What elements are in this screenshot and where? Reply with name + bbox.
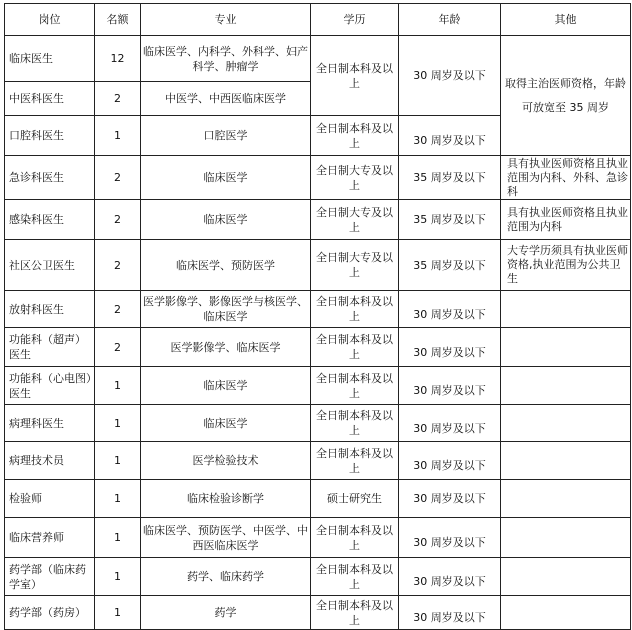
header-age: 年龄 [399, 4, 501, 36]
cell-position: 社区公卫医生 [5, 240, 95, 291]
cell-age: 35 周岁及以下 [399, 156, 501, 200]
cell-education: 硕士研究生 [311, 480, 399, 518]
header-row [5, 4, 631, 36]
cell-position: 急诊科医生 [5, 156, 95, 200]
table-row [5, 442, 631, 480]
cell-age: 35 周岁及以下 [399, 240, 501, 291]
cell-education: 全日制本科及以上 [311, 405, 399, 442]
cell-count: 2 [95, 200, 141, 240]
cell-position: 放射科医生 [5, 291, 95, 328]
table-row [5, 405, 631, 442]
cell-other [501, 367, 631, 405]
table-row [5, 36, 631, 82]
cell-age: 30 周岁及以下 [399, 558, 501, 596]
cell-position: 临床医生 [5, 36, 95, 82]
cell-count: 1 [95, 367, 141, 405]
cell-major: 药学、临床药学 [141, 558, 311, 596]
cell-major: 临床医学、内科学、外科学、妇产科学、肿瘤学 [141, 36, 311, 82]
table-row [5, 558, 631, 596]
cell-education: 全日制本科及以上 [311, 328, 399, 367]
cell-other [501, 291, 631, 328]
cell-count: 2 [95, 291, 141, 328]
cell-other-merged: 取得主治医师资格，年龄可放宽至 35 周岁 [501, 36, 631, 156]
cell-major: 临床医学 [141, 405, 311, 442]
cell-age: 30 周岁及以下 [399, 328, 501, 367]
cell-position: 功能科（心电图）医生 [5, 367, 95, 405]
table-row [5, 156, 631, 200]
cell-count: 12 [95, 36, 141, 82]
cell-position: 功能科（超声）医生 [5, 328, 95, 367]
cell-count: 1 [95, 596, 141, 630]
cell-count: 1 [95, 116, 141, 156]
cell-age: 30 周岁及以下 [399, 116, 501, 156]
table-row [5, 328, 631, 367]
cell-major: 临床医学、预防医学 [141, 240, 311, 291]
cell-position: 中医科医生 [5, 82, 95, 116]
cell-count: 1 [95, 480, 141, 518]
cell-age: 30 周岁及以下 [399, 36, 501, 116]
cell-major: 医学影像学、影像医学与核医学、临床医学 [141, 291, 311, 328]
cell-position: 检验师 [5, 480, 95, 518]
cell-other: 具有执业医师资格且执业范围为内科、外科、急诊科 [501, 156, 631, 200]
cell-age: 30 周岁及以下 [399, 442, 501, 480]
cell-education: 全日制本科及以上 [311, 442, 399, 480]
cell-education: 全日制大专及以上 [311, 240, 399, 291]
cell-position: 药学部（药房） [5, 596, 95, 630]
cell-age: 30 周岁及以下 [399, 518, 501, 558]
header-count: 名额 [95, 4, 141, 36]
cell-count: 2 [95, 82, 141, 116]
cell-major: 临床检验诊断学 [141, 480, 311, 518]
table-row [5, 291, 631, 328]
cell-count: 1 [95, 558, 141, 596]
cell-education: 全日制本科及以上 [311, 518, 399, 558]
cell-age: 30 周岁及以下 [399, 596, 501, 630]
cell-age: 30 周岁及以下 [399, 480, 501, 518]
cell-age: 30 周岁及以下 [399, 291, 501, 328]
cell-position: 病理技术员 [5, 442, 95, 480]
cell-count: 2 [95, 240, 141, 291]
cell-major: 医学影像学、临床医学 [141, 328, 311, 367]
cell-major: 临床医学 [141, 156, 311, 200]
cell-count: 2 [95, 156, 141, 200]
table-row [5, 240, 631, 291]
cell-other: 大专学历须具有执业医师资格,执业范围为公共卫生 [501, 240, 631, 291]
cell-education: 全日制大专及以上 [311, 200, 399, 240]
header-education: 学历 [311, 4, 399, 36]
cell-other: 具有执业医师资格且执业范围为内科 [501, 200, 631, 240]
cell-major: 药学 [141, 596, 311, 630]
cell-age: 35 周岁及以下 [399, 200, 501, 240]
cell-other [501, 480, 631, 518]
cell-education: 全日制本科及以上 [311, 291, 399, 328]
table-row [5, 480, 631, 518]
table-row [5, 518, 631, 558]
cell-major: 临床医学 [141, 200, 311, 240]
cell-age: 30 周岁及以下 [399, 405, 501, 442]
cell-other [501, 328, 631, 367]
cell-other [501, 518, 631, 558]
cell-position: 口腔科医生 [5, 116, 95, 156]
cell-position: 感染科医生 [5, 200, 95, 240]
cell-count: 1 [95, 405, 141, 442]
table-row [5, 596, 631, 630]
cell-major: 临床医学、预防医学、中医学、中西医临床医学 [141, 518, 311, 558]
header-major: 专业 [141, 4, 311, 36]
cell-education: 全日制本科及以上 [311, 36, 399, 116]
cell-other [501, 442, 631, 480]
header-other: 其他 [501, 4, 631, 36]
cell-position: 药学部（临床药学室） [5, 558, 95, 596]
cell-count: 1 [95, 518, 141, 558]
recruitment-table [4, 3, 631, 630]
cell-other [501, 558, 631, 596]
cell-position: 病理科医生 [5, 405, 95, 442]
cell-major: 中医学、中西医临床医学 [141, 82, 311, 116]
table-row [5, 200, 631, 240]
cell-major: 医学检验技术 [141, 442, 311, 480]
cell-age: 30 周岁及以下 [399, 367, 501, 405]
cell-other [501, 596, 631, 630]
cell-count: 2 [95, 328, 141, 367]
cell-other [501, 405, 631, 442]
cell-education: 全日制本科及以上 [311, 558, 399, 596]
header-position: 岗位 [5, 4, 95, 36]
table-row [5, 367, 631, 405]
cell-major: 临床医学 [141, 367, 311, 405]
cell-education: 全日制本科及以上 [311, 367, 399, 405]
cell-position: 临床营养师 [5, 518, 95, 558]
cell-education: 全日制本科及以上 [311, 116, 399, 156]
cell-education: 全日制大专及以上 [311, 156, 399, 200]
cell-count: 1 [95, 442, 141, 480]
cell-education: 全日制本科及以上 [311, 596, 399, 630]
cell-major: 口腔医学 [141, 116, 311, 156]
